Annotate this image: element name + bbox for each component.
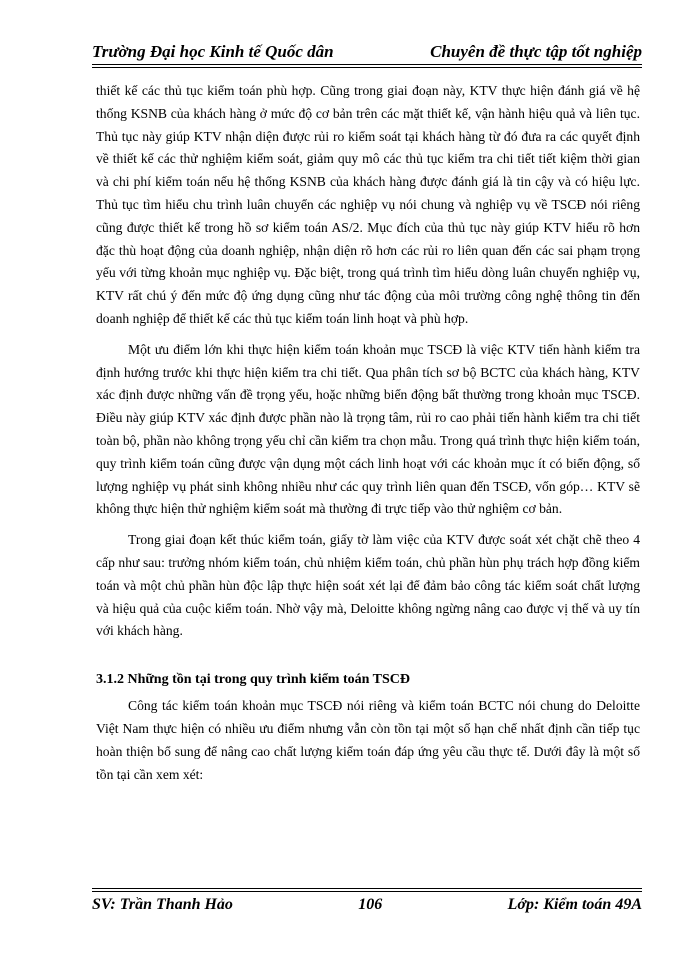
paragraph-2: Một ưu điểm lớn khi thực hiện kiểm toán khoản mục TSCĐ là việc KTV tiến hành kiểm tra định hướng trước khi thực hiện kiểm tra chi tiết. Qua phân tích sơ bộ BCTC của khách hàng, KTV xác định được những vấn đề trọng yếu, hoặc những biến động bất thường trong khoản mục TSCĐ. Điều này giúp KTV xác định được phần nào là trọng tâm, rủi ro cao phải tiến hành kiểm tra chi tiết toàn bộ, phần nào không trọng yếu chỉ cần kiểm tra chọn mẫu. Trong quá trình thực hiện kiểm toán, quy trình kiểm toán cũng được vận dụng một cách linh hoạt với các khoản mục ít có biến động, số lượng nghiệp vụ phát sinh không nhiều như các quy trình liên quan đến TSCĐ, vốn góp… KTV sẽ không thực hiện thử nghiệm kiểm soát mà thường đi trực tiếp vào thử nghiệm cơ bản. xyxy=(96,341,640,517)
header-university: Trường Đại học Kinh tế Quốc dân xyxy=(92,42,334,61)
paragraph-1: thiết kế các thủ tục kiểm toán phù hợp. Cũng trong giai đoạn này, KTV thực hiện đánh giá về hệ thống KSNB của khách hàng ở mức độ cơ bản trên các mặt thiết kế, vận hành hiệu quả và liên tục. Thủ tục này giúp KTV nhận diện được rủi ro kiểm soát tại khách hàng từ đó đưa ra các quyết định về thiết kế các thử nghiệm kiểm soát, giảm quy mô các thủ tục kiểm tra chi tiết tiết kiệm thời gian và chi phí kiểm toán nếu hệ thống KSNB của khách hàng được đánh giá là tin cậy và có hiệu lực. Thủ tục tìm hiểu chu trình luân chuyển các nghiệp vụ nói chung và nghiệp vụ về TSCĐ nói riêng cũng được thiết kế trong hồ sơ kiểm toán AS/2. Mục đích của thủ tục này giúp KTV hiểu rõ hơn đặc thù hoạt động của doanh nghiệp, nhận diện rõ hơn các rủi ro liên quan đến các sai phạm trọng yếu với từng khoản mục nghiệp vụ. Đặc biệt, trong quá trình tìm hiểu dòng luân chuyển nghiệp vụ, KTV rất chú ý đến mức độ ứng dụng cũng như tác động của môi trường công nghệ thông tin đến doanh nghiệp để thiết kế các thủ tục kiểm toán linh hoạt và phù hợp. xyxy=(96,83,640,326)
page-body xyxy=(96,80,640,794)
section-heading: 3.1.2 Những tồn tại trong quy trình kiểm toán TSCĐ xyxy=(96,672,410,688)
page-header xyxy=(92,38,642,68)
paragraph-3: Trong giai đoạn kết thúc kiểm toán, giấy tờ làm việc của KTV được soát xét chặt chẽ theo 4 cấp như sau: trưởng nhóm kiểm toán, chủ nhiệm kiểm toán, chủ phần hùn phụ trách hợp đồng kiểm toán và một chủ phần hùn độc lập thực hiện soát xét lại để đảm bảo công tác kiểm soát chất lượng và hiệu quả của cuộc kiểm toán. Nhờ vậy mà, Deloitte không ngừng nâng cao được vị thế và uy tín với khách hàng. xyxy=(96,532,640,639)
footer-class: Lớp: Kiểm toán 49A xyxy=(507,896,642,913)
page-footer xyxy=(92,888,642,918)
section-paragraph: Công tác kiểm toán khoản mục TSCĐ nói riêng và kiểm toán BCTC nói chung do Deloitte Việt Nam thực hiện có nhiều ưu điểm nhưng vẫn còn tồn tại một số hạn chế nhất định cần tiếp tục hoàn thiện bổ sung để nâng cao chất lượng kiểm toán đáp ứng yêu cầu thực tế. Dưới đây là một số tồn tại cần xem xét: xyxy=(96,698,640,782)
page-number: 106 xyxy=(358,896,383,913)
footer-student: SV: Trần Thanh Hảo xyxy=(92,896,233,913)
header-document-type: Chuyên đề thực tập tốt nghiệp xyxy=(430,42,642,61)
